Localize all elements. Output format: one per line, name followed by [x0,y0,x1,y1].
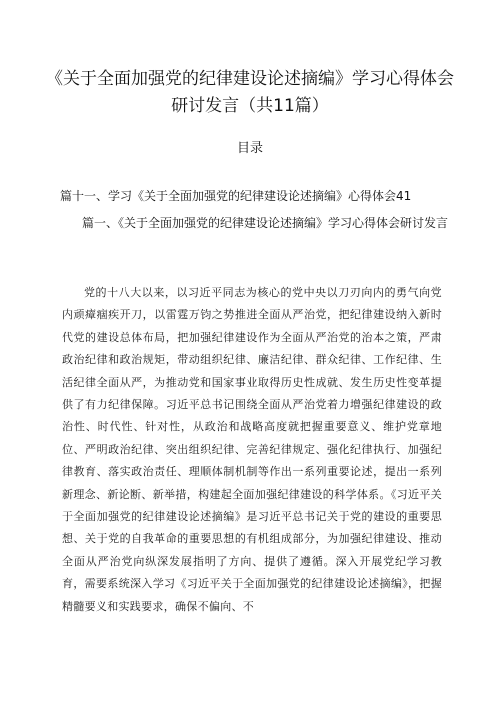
toc-entry[interactable]: 篇十一、学习《关于全面加强党的纪律建设论述摘编》心得体会41 [60,189,412,203]
toc-entry[interactable]: 篇一、《关于全面加强党的纪律建设论述摘编》学习心得体会研讨发言 [81,216,448,230]
toc-heading: 目录 [236,141,263,156]
document-title: 《关于全面加强党的纪律建设论述摘编》学习心得体会研讨发言（共11篇） [46,69,454,116]
body-paragraph: 党的十八大以来，以习近平同志为核心的党中央以刀刃向内的勇气向党内顽瘴痼疾开刀，以雷霆万钧之势推进全面从严治党，把纪律建设纳入新时代党的建设总体布局，把加强纪律建设作为全面从严治党的治本之策，严肃政治纪律和政治规矩，带动组织纪律、廉洁纪律、群众纪律、工作纪律、生活纪律全面从严，为推动党和国家事业取得历史性成就、发生历史性变革提供了有力纪律保障。习近平总书记围绕全面从严治党着力增强纪律建设的政治性、时代性、针对性，从政治和战略高度就把握重要意义、维护党章地位、严明政治纪律、突出组织纪律、完善纪律规定、强化纪律执行、加强纪律教育、落实政治责任、理顺体制机制等作出一系列重要论述，提出一系列新理念、新论断、新举措，构建起全面加强纪律建设的科学体系。《习近平关于全面加强党的纪律建设论述摘编》是习近平总书记关于党的建设的重要思想、关于党的自我革命的重要思想的有机组成部分，为加强纪律建设、推动全面从严治党向纵深发展指明了方向、提供了遵循。深入开展党纪学习教育，需要系统深入学习《习近平关于全面加强党的纪律建设论述摘编》，把握精髓要义和实践要求，确保不偏向、不 [62,286,442,613]
